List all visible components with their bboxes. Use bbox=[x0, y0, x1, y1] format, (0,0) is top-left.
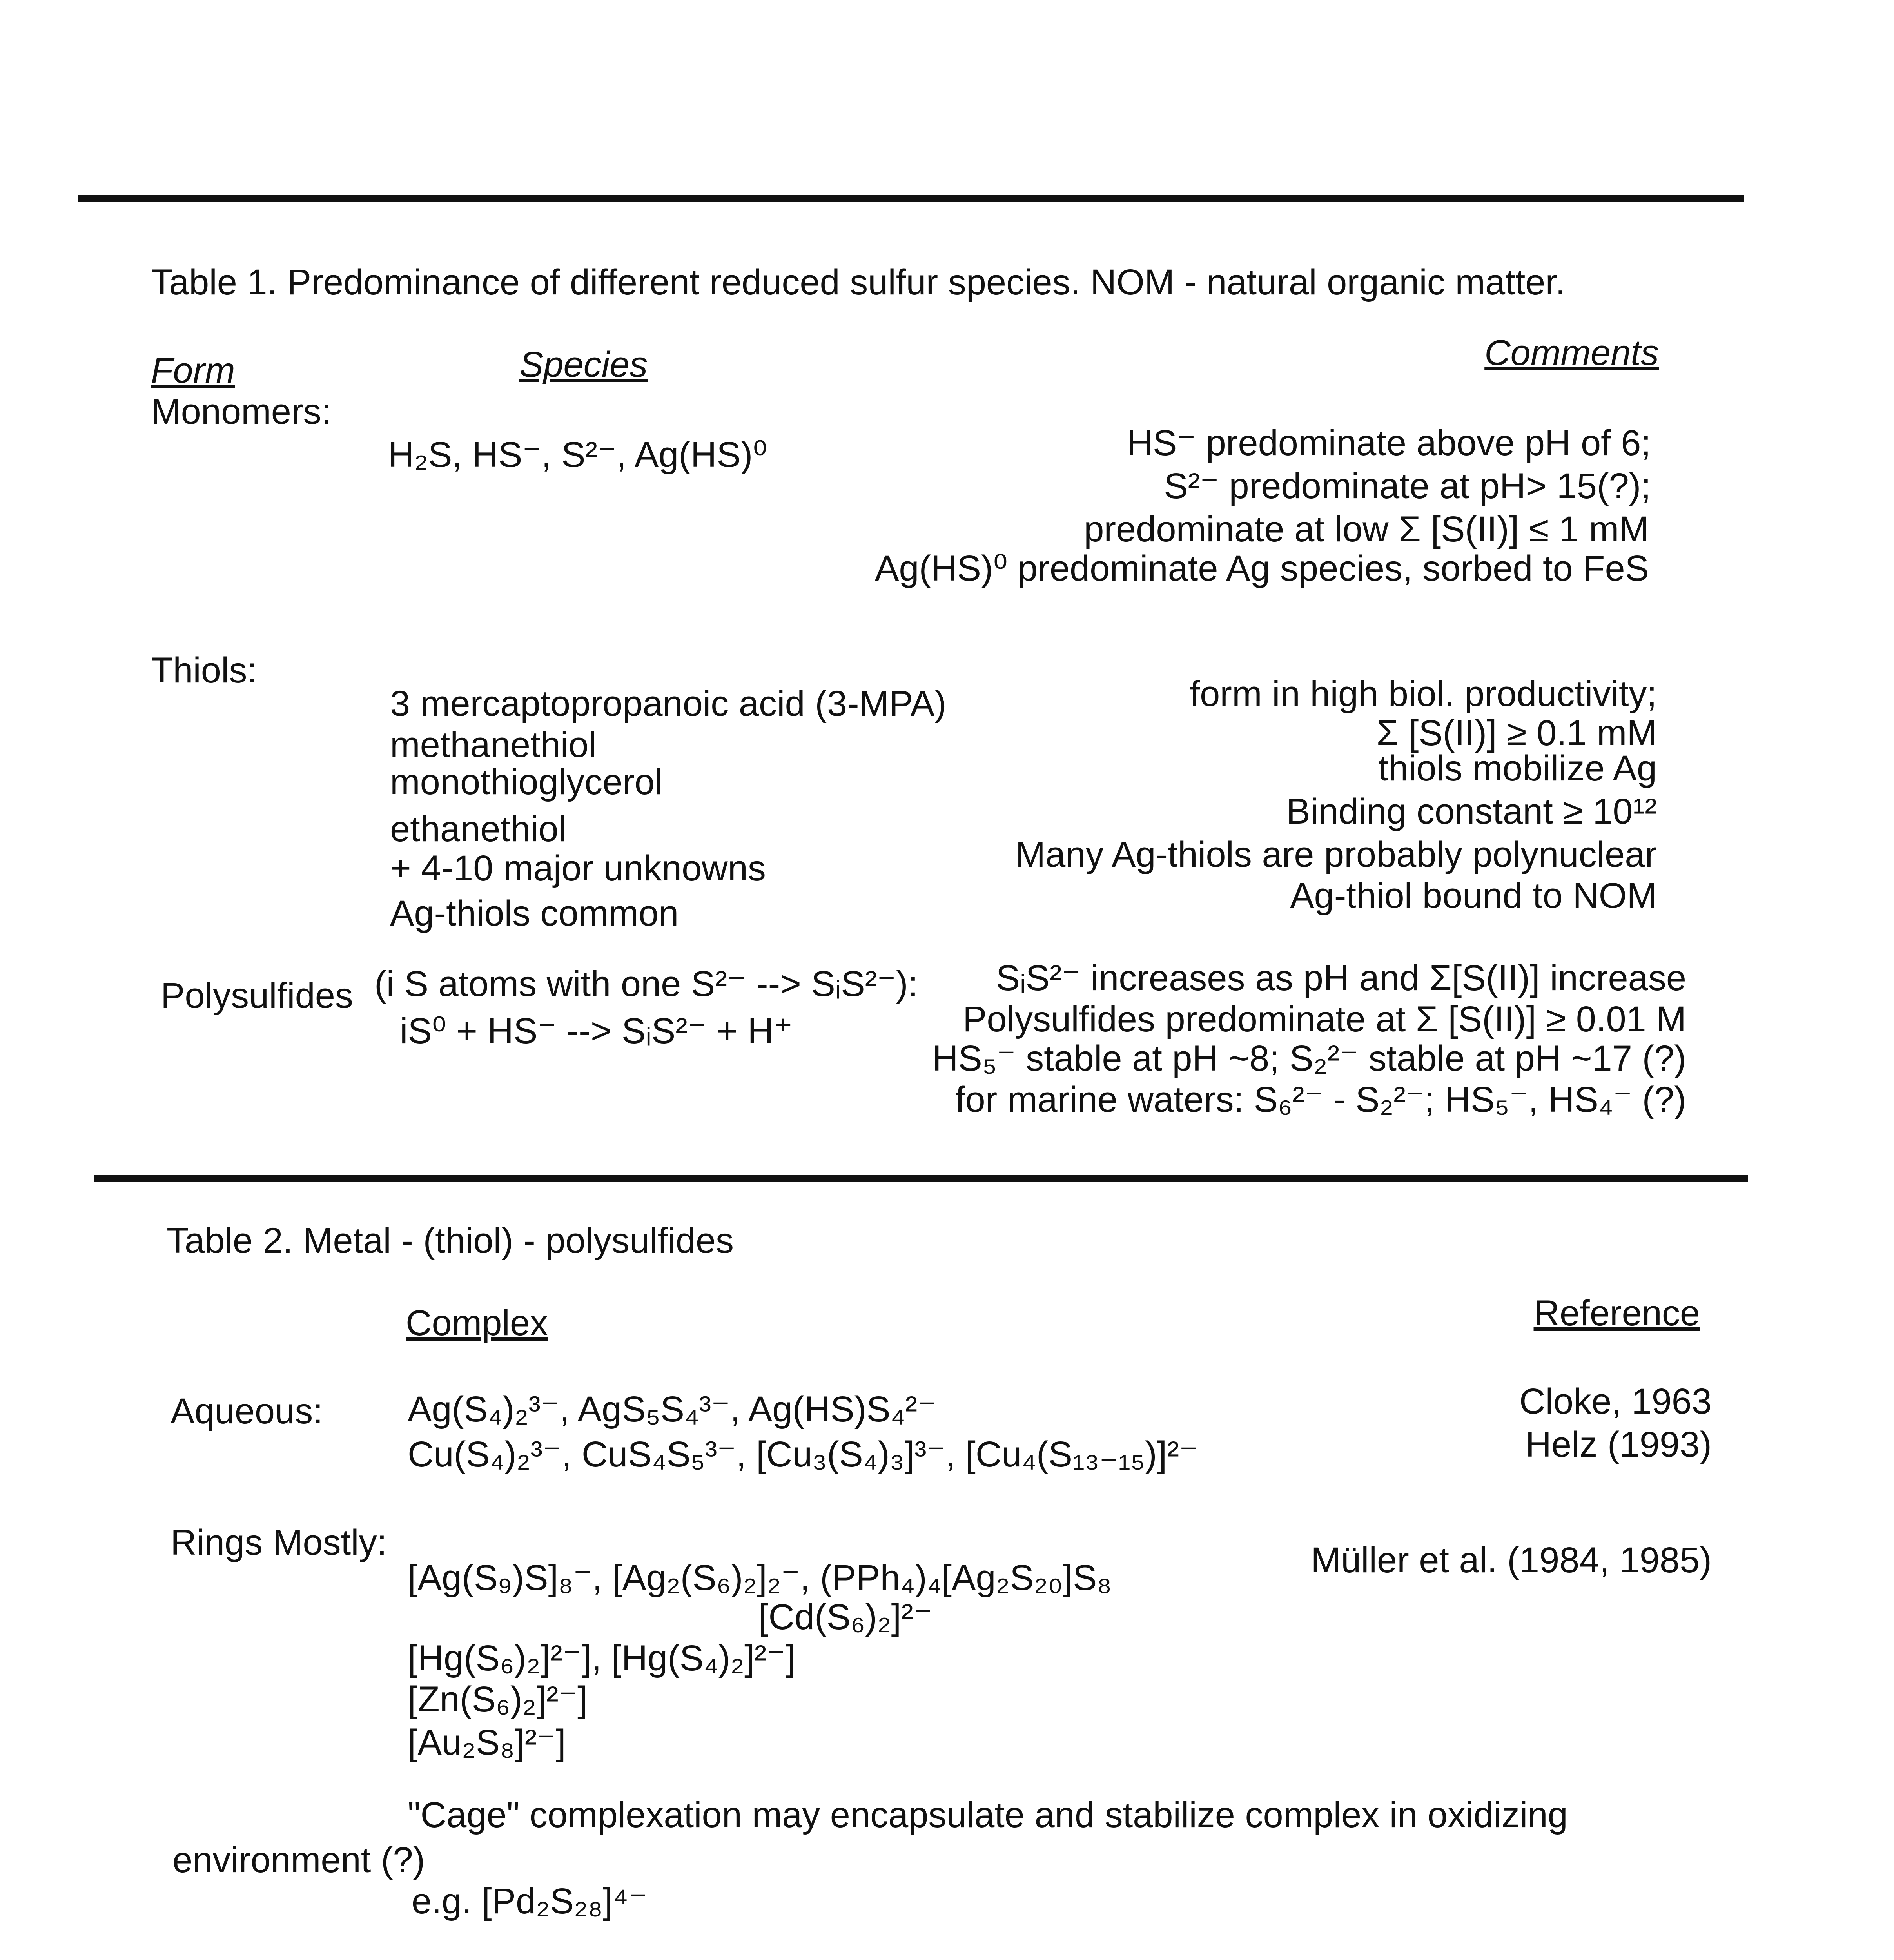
aqueous-reference: Helz (1993) bbox=[1525, 1425, 1712, 1465]
cage-text-line1: "Cage" complexation may encapsulate and stabilize complex in oxidizing bbox=[408, 1795, 1568, 1835]
thiols-label: Thiols: bbox=[151, 650, 257, 690]
table1-header-form: Form bbox=[151, 350, 235, 390]
thiols-species: Ag-thiols common bbox=[390, 893, 679, 933]
polysulfides-label: Polysulfides bbox=[161, 976, 353, 1016]
monomers-species: H₂S, HS⁻, S²⁻, Ag(HS)⁰ bbox=[388, 435, 767, 475]
thiols-species: + 4-10 major unknowns bbox=[390, 848, 766, 888]
rings-complex: [Hg(S₆)₂]²⁻], [Hg(S₄)₂]²⁻] bbox=[408, 1638, 796, 1678]
cage-example: e.g. [Pd₂S₂₈]⁴⁻ bbox=[412, 1881, 648, 1921]
polysulfides-comment: SᵢS²⁻ increases as pH and Σ[S(II)] increase bbox=[996, 958, 1686, 998]
thiols-species: methanethiol bbox=[390, 725, 597, 765]
rings-label: Rings Mostly: bbox=[171, 1523, 387, 1563]
rings-complex: [Ag(S₉)S]₈⁻, [Ag₂(S₆)₂]₂⁻, (PPh₄)₄[Ag₂S₂₀]S₈ bbox=[408, 1558, 1112, 1598]
rings-complex: [Zn(S₆)₂]²⁻] bbox=[408, 1679, 588, 1719]
table2-header-reference: Reference bbox=[1533, 1293, 1700, 1333]
monomers-comment: predominate at low Σ [S(II)] ≤ 1 mM bbox=[1084, 509, 1649, 549]
thiols-species: ethanethiol bbox=[390, 809, 567, 849]
thiols-comment: Many Ag-thiols are probably polynuclear bbox=[1015, 835, 1657, 875]
top-rule bbox=[78, 195, 1744, 202]
thiols-comment: thiols mobilize Ag bbox=[1378, 748, 1657, 788]
thiols-comment: form in high biol. productivity; bbox=[1190, 674, 1657, 714]
thiols-comment: Σ [S(II)] ≥ 0.1 mM bbox=[1376, 713, 1657, 753]
polysulfides-species: iS⁰ + HS⁻ --> SᵢS²⁻ + H⁺ bbox=[400, 1011, 793, 1051]
table1-caption: Table 1. Predominance of different reduced sulfur species. NOM - natural organic matter. bbox=[151, 262, 1566, 302]
polysulfides-comment: HS₅⁻ stable at pH ~8; S₂²⁻ stable at pH ~17 (?) bbox=[932, 1038, 1686, 1078]
polysulfides-species: (i S atoms with one S²⁻ --> SᵢS²⁻): bbox=[374, 964, 918, 1004]
monomers-comment: S²⁻ predominate at pH> 15(?); bbox=[1164, 466, 1651, 506]
polysulfides-comment: Polysulfides predominate at Σ [S(II)] ≥ 0.01 M bbox=[963, 999, 1686, 1039]
aqueous-label: Aqueous: bbox=[171, 1391, 323, 1431]
thiols-species: 3 mercaptopropanoic acid (3-MPA) bbox=[390, 684, 947, 724]
table2-caption: Table 2. Metal - (thiol) - polysulfides bbox=[167, 1221, 734, 1261]
monomers-comment: HS⁻ predominate above pH of 6; bbox=[1127, 423, 1651, 463]
thiols-comment: Ag-thiol bound to NOM bbox=[1290, 876, 1657, 916]
middle-rule bbox=[94, 1175, 1748, 1182]
table1-header-species: Species bbox=[519, 345, 648, 385]
rings-reference: Müller et al. (1984, 1985) bbox=[1311, 1540, 1712, 1580]
table2-header-complex: Complex bbox=[406, 1303, 548, 1343]
cage-text-line2: environment (?) bbox=[172, 1840, 425, 1880]
thiols-species: monothioglycerol bbox=[390, 762, 663, 802]
rings-complex: [Cd(S₆)₂]²⁻ bbox=[758, 1597, 932, 1637]
polysulfides-comment: for marine waters: S₆²⁻ - S₂²⁻; HS₅⁻, HS₄⁻ (?) bbox=[955, 1080, 1686, 1120]
monomers-comment: Ag(HS)⁰ predominate Ag species, sorbed to FeS bbox=[875, 548, 1649, 588]
aqueous-complex: Cu(S₄)₂³⁻, CuS₄S₅³⁻, [Cu₃(S₄)₃]³⁻, [Cu₄(S₁₃₋₁₅)]²⁻ bbox=[408, 1434, 1198, 1474]
rings-complex: [Au₂S₈]²⁻] bbox=[408, 1722, 566, 1762]
table1-header-comments: Comments bbox=[1484, 333, 1659, 373]
thiols-comment: Binding constant ≥ 10¹² bbox=[1286, 791, 1657, 831]
aqueous-complex: Ag(S₄)₂³⁻, AgS₅S₄³⁻, Ag(HS)S₄²⁻ bbox=[408, 1389, 936, 1429]
aqueous-reference: Cloke, 1963 bbox=[1519, 1381, 1712, 1421]
monomers-label: Monomers: bbox=[151, 392, 332, 432]
